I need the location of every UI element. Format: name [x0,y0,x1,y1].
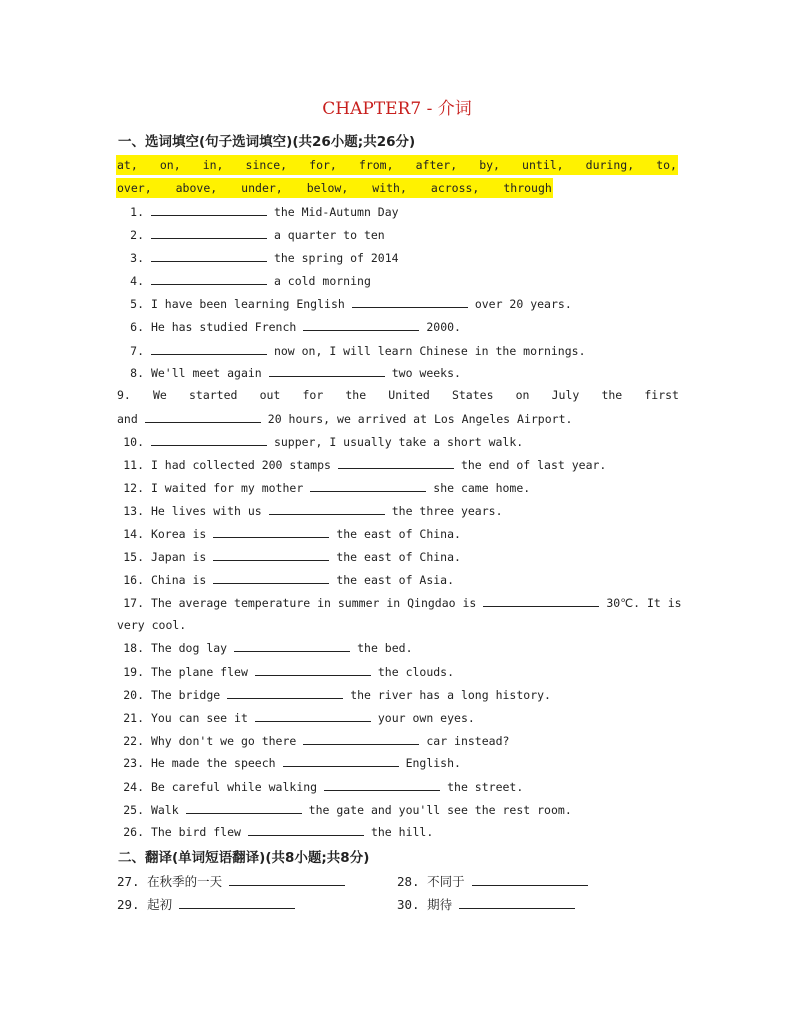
answer-blank[interactable] [255,663,371,676]
question-text: He lives with us [150,504,262,518]
answer-blank[interactable] [283,754,399,767]
question-row [117,571,679,588]
answer-blank[interactable] [151,342,267,355]
question-number: 2. [130,228,144,242]
question-text: I had collected 200 stamps [150,458,331,472]
section-2-heading: 二、翻译(单词短语翻译)(共8小题;共8分) [118,850,370,866]
word-bank-line-1 [116,155,678,175]
question-text: Korea is [150,527,207,541]
word-bank-word: through [503,181,552,195]
question-row [117,479,679,496]
question-row [117,502,679,519]
question-text: 20 hours, we arrived at Los Angeles Airport. [267,412,573,426]
question-number: 1. [130,205,144,219]
question-text: the east of China. [336,550,461,564]
question-text: now on, I will learn Chinese in the mornings. [273,344,586,358]
question-text: the spring of 2014 [273,251,399,265]
translation-prompt: 不同于 [427,874,465,889]
answer-blank[interactable] [213,571,329,584]
question-number: 28. [397,874,420,889]
question-text: the hill. [370,825,434,839]
question-text: your own eyes. [377,711,475,725]
word-bank-word: above, [175,181,218,195]
answer-blank[interactable] [151,203,267,216]
translation-prompt: 起初 [147,897,173,912]
word-bank-word: for, [309,158,337,172]
question-number: 17. [123,596,144,610]
answer-blank[interactable] [310,479,426,492]
question-number: 29. [117,897,140,912]
answer-blank[interactable] [269,364,385,377]
question-number: 6. [130,320,144,334]
question-number: 8. [130,366,144,380]
question-text: You can see it [150,711,248,725]
answer-blank[interactable] [151,272,267,285]
question-number: 5. [130,297,144,311]
question-text: The average temperature in summer in Qingdao is [150,596,477,610]
question-text: The bridge [150,688,221,702]
question-word: July [551,388,580,402]
page-title: CHAPTER7 - 介词 [322,99,472,119]
question-text: We'll meet again [150,366,262,380]
answer-blank[interactable] [227,686,343,699]
word-bank-word: after, [415,158,458,172]
question-word: States [451,388,494,402]
question-word: the [601,388,623,402]
question-text: The bird flew [150,825,241,839]
question-text: the clouds. [377,665,455,679]
answer-blank[interactable] [255,709,371,722]
question-text: the river has a long history. [350,688,551,702]
question-row [117,318,679,335]
translation-row [117,896,302,913]
answer-blank[interactable] [248,823,364,836]
question-number: 16. [123,573,144,587]
question-number: 24. [123,780,144,794]
translation-row [397,873,595,890]
question-word: on [515,388,530,402]
question-text: supper, I usually take a short walk. [273,435,524,449]
word-bank-word: during, [585,158,635,172]
word-bank-word: at, [117,158,138,172]
question-row [117,295,679,312]
word-bank-word: by, [479,158,500,172]
question-number: 23. [123,756,144,770]
answer-blank[interactable] [303,732,419,745]
answer-blank[interactable] [472,873,588,886]
word-bank-word: below, [306,181,349,195]
answer-blank[interactable] [213,525,329,538]
question-row [117,387,679,403]
question-number: 22. [123,734,144,748]
word-bank-word: in, [202,158,224,172]
answer-blank[interactable] [269,502,385,515]
question-number: 21. [123,711,144,725]
translation-row [397,896,582,913]
question-number: 20. [123,688,144,702]
answer-blank[interactable] [179,896,295,909]
question-row [117,778,679,795]
question-number: 18. [123,641,144,655]
question-text: The dog lay [150,641,228,655]
question-row [117,709,679,726]
question-number: 13. [123,504,144,518]
answer-blank[interactable] [186,801,302,814]
question-row [117,456,679,473]
answer-blank [145,410,261,423]
question-text: Be careful while walking [150,780,318,794]
question-row [117,663,679,680]
question-text: two weeks. [391,366,461,380]
question-row [117,594,682,611]
question-text: Japan is [150,550,207,564]
question-text: the street. [447,780,524,794]
question-text: I have been learning English [150,297,345,311]
question-text: over 20 years. [474,297,572,311]
question-text: I waited for my mother [150,481,304,495]
question-number: 26. [123,825,144,839]
answer-blank[interactable] [483,594,599,607]
question-row [117,686,679,703]
answer-blank[interactable] [151,249,267,262]
question-text: the gate and you'll see the rest room. [308,803,572,817]
question-text: English. [405,756,461,770]
question-row [117,342,679,359]
question-row [117,548,679,565]
question-row [117,639,679,656]
question-row [117,203,679,220]
answer-blank[interactable] [303,318,419,331]
word-bank-word: from, [358,158,394,172]
question-number: 27. [117,874,140,889]
question-number: 11. [123,458,144,472]
answer-blank[interactable] [213,548,329,561]
answer-blank[interactable] [459,896,575,909]
answer-blank[interactable] [352,295,468,308]
question-text: 30℃. It is [606,596,682,610]
question-word: the [345,388,367,402]
question-number: 14. [123,527,144,541]
word-bank-word: with, [372,181,407,195]
question-row [117,801,679,818]
question-row [117,732,679,749]
question-row [117,249,679,266]
question-number: 4. [130,274,144,288]
question-row [117,754,679,771]
word-bank-word: across, [430,181,480,195]
question-text: the east of China. [336,527,461,541]
question-number: 15. [123,550,144,564]
word-bank [116,155,678,200]
word-bank-word: since, [245,158,288,172]
word-bank-word: until, [522,158,564,172]
word-bank-word: on, [159,158,181,172]
question-number: 7. [130,344,144,358]
translation-prompt: 在秋季的一天 [147,874,223,889]
question-text: He has studied French [150,320,297,334]
word-bank-line-2 [116,178,553,198]
question-text: The plane flew [150,665,248,679]
question-word: United [388,388,430,402]
question-number: 12. [123,481,144,495]
question-text: Walk [150,803,179,817]
question-row [117,226,679,243]
word-bank-word: under, [241,181,283,195]
question-text: car instead? [426,734,510,748]
question-number: 19. [123,665,144,679]
word-bank-word: to, [656,158,677,172]
question-row-continued [117,410,572,427]
answer-blank[interactable] [324,778,440,791]
question-word: out [259,388,281,402]
question-row-continued: very cool. [117,618,187,632]
question-word: for [302,388,324,402]
question-row [117,433,679,450]
answer-blank[interactable] [338,456,454,469]
answer-blank[interactable] [151,226,267,239]
question-number: 25. [123,803,144,817]
answer-blank[interactable] [151,433,267,446]
question-text: Why don't we go there [150,734,297,748]
question-text: a quarter to ten [273,228,385,242]
question-word: We [152,388,167,402]
question-text: the Mid-Autumn Day [273,205,399,219]
question-text: 2000. [426,320,461,334]
section-1-heading: 一、选词填空(句子选词填空)(共26小题;共26分) [118,134,416,150]
question-number: 10. [123,435,144,449]
question-text: the bed. [357,641,413,655]
question-number: 9. [117,388,131,402]
question-text: the three years. [391,504,503,518]
question-text: a cold morning [273,274,371,288]
question-text: He made the speech [150,756,276,770]
answer-blank[interactable] [229,873,345,886]
question-text: China is [150,573,207,587]
translation-row [117,873,352,890]
question-number: 30. [397,897,420,912]
question-text: the east of Asia. [336,573,455,587]
question-text: she came home. [433,481,531,495]
question-text: and [117,412,138,426]
question-row [117,272,679,289]
question-row [117,525,679,542]
question-row [117,364,679,381]
word-bank-word: over, [117,181,152,195]
question-word: first [644,388,679,402]
translation-prompt: 期待 [427,897,453,912]
question-row [117,823,679,840]
question-word: started [188,388,238,402]
question-number: 3. [130,251,144,265]
answer-blank[interactable] [234,639,350,652]
question-text: the end of last year. [460,458,607,472]
